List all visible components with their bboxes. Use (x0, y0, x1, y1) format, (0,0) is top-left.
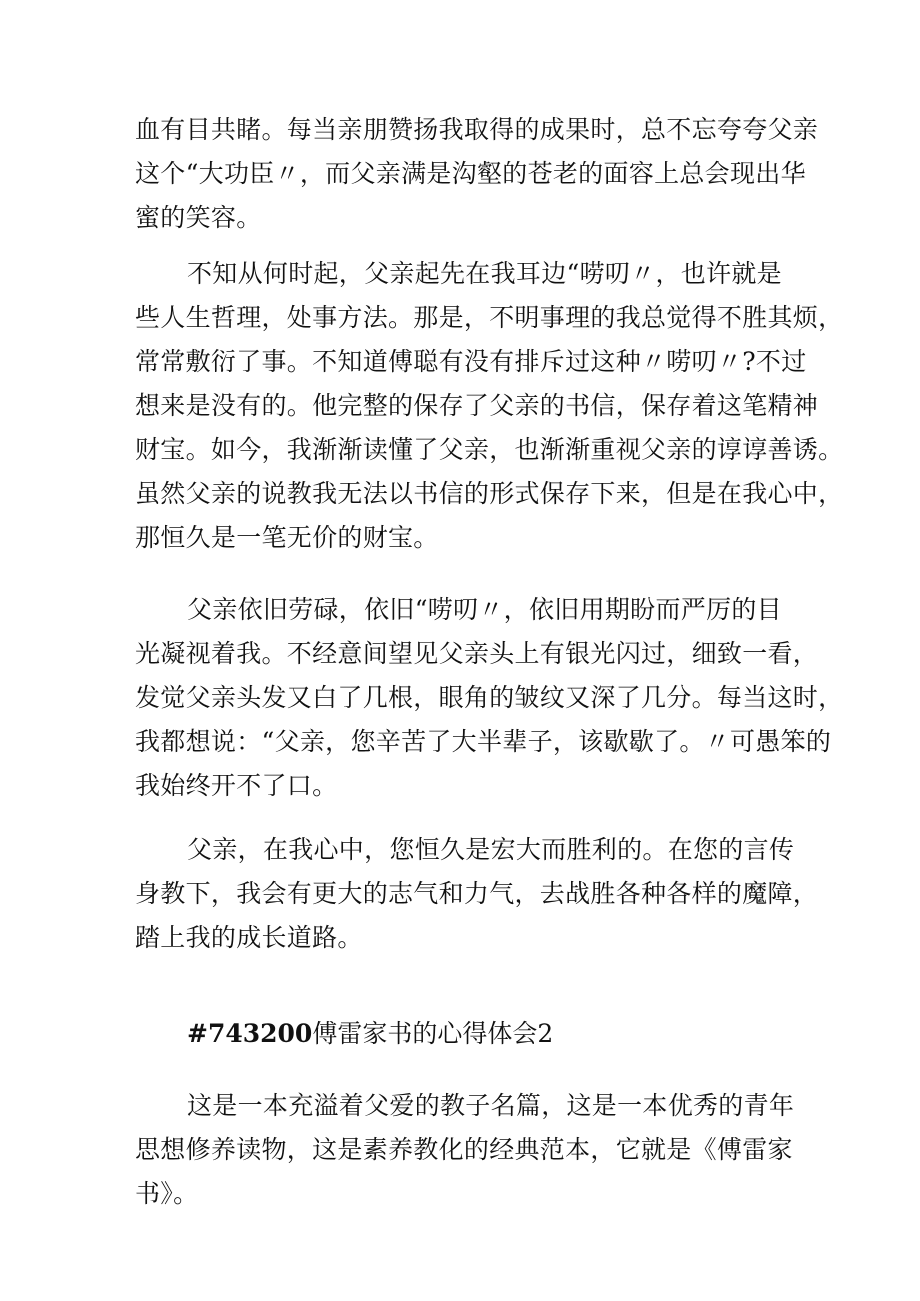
text-line: 常常敷衍了事。不知道傅聪有没有排斥过这种〃唠叨〃?不过 (135, 347, 807, 376)
section-heading (187, 1012, 553, 1056)
text-line: 这是一本充溢着父爱的教子名篇，这是一本优秀的青年 (187, 1091, 795, 1120)
paragraph-4 (135, 828, 819, 960)
paragraph-5 (135, 1084, 795, 1216)
text-line: 发觉父亲头发又白了几根，眼角的皱纹又深了几分。每当这时， (135, 683, 844, 712)
text-line: 光凝视着我。不经意间望见父亲头上有银光闪过，细致一看， (135, 639, 819, 668)
text-line: 想来是没有的。他完整的保存了父亲的书信，保存着这笔精神 (135, 391, 819, 420)
text-line: 身教下，我会有更大的志气和力气，去战胜各种各样的魔障， (135, 879, 819, 908)
paragraph-1 (135, 108, 819, 240)
paragraph-2 (135, 252, 844, 560)
text-line: 父亲依旧劳碌，依旧“唠叨〃，依旧用期盼而严厉的目 (187, 595, 782, 624)
text-line: 书》。 (135, 1179, 199, 1208)
text-line: 财宝。如今，我渐渐读懂了父亲，也渐渐重视父亲的谆谆善诱。 (135, 435, 844, 464)
text-line: 些人生哲理，处事方法。那是，不明事理的我总觉得不胜其烦， (135, 303, 844, 332)
heading-number: #743200 (187, 1019, 313, 1048)
text-line: 血有目共睹。每当亲朋赞扬我取得的成果时，总不忘夸夸父亲 (135, 115, 819, 144)
text-line: 我都想说：“父亲，您辛苦了大半辈子，该歇歇了。〃可愚笨的 (135, 727, 832, 756)
heading-title: 傅雷家书的心得体会2 (312, 1019, 554, 1048)
text-line: 不知从何时起，父亲起先在我耳边“唠叨〃，也许就是 (187, 259, 782, 288)
text-line: 踏上我的成长道路。 (135, 923, 363, 952)
paragraph-3 (135, 588, 844, 808)
text-line: 我始终开不了口。 (135, 771, 338, 800)
text-line: 虽然父亲的说教我无法以书信的形式保存下来，但是在我心中， (135, 479, 844, 508)
text-line: 这个“大功臣〃，而父亲满是沟壑的苍老的面容上总会现出华 (135, 159, 806, 188)
text-line: 那恒久是一笔无价的财宝。 (135, 523, 439, 552)
text-line: 蜜的笑容。 (135, 203, 262, 232)
text-line: 父亲，在我心中，您恒久是宏大而胜利的。在您的言传 (187, 835, 795, 864)
text-line: 思想修养读物，这是素养教化的经典范本，它就是《傅雷家 (135, 1135, 793, 1164)
